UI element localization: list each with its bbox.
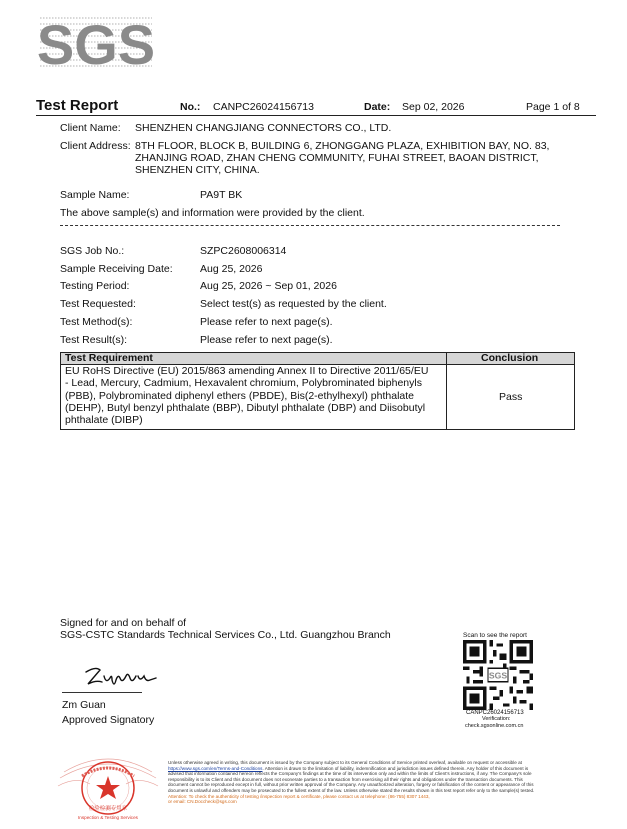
- signed-line-1: Signed for and on behalf of: [60, 617, 187, 629]
- seal-text-en: Inspection & Testing Services: [78, 815, 138, 820]
- receiving-date-label: Sample Receiving Date:: [60, 263, 173, 275]
- requirement-line: - Lead, Mercury, Cadmium, Hexavalent chromium, Polybrominated biphenyls: [65, 377, 422, 390]
- seal-text-cn: 检验检测专用章: [88, 806, 128, 812]
- test-method-label: Test Method(s):: [60, 316, 133, 328]
- attention-line-2: or email: CN.Doccheck@sgs.com: [168, 799, 237, 805]
- terms-fine-print: [168, 760, 538, 805]
- client-address-line-1: 8TH FLOOR, BLOCK B, BUILDING 6, ZHONGGANG PLAZA, EXHIBITION BAY, NO. 83,: [135, 140, 550, 152]
- test-result-value: Please refer to next page(s).: [200, 334, 333, 346]
- requirement-cell: [65, 365, 443, 426]
- section-divider: [60, 225, 560, 226]
- test-result-label: Test Result(s):: [60, 334, 128, 346]
- sample-name-value: PA9T BK: [200, 189, 243, 201]
- client-name-value: SHENZHEN CHANGJIANG CONNECTORS CO., LTD.: [135, 122, 392, 134]
- header-conclusion: Conclusion: [481, 352, 539, 364]
- test-method-value: Please refer to next page(s).: [200, 316, 333, 328]
- handwritten-signature: [82, 662, 162, 692]
- page-number: Page 1 of 8: [526, 101, 580, 113]
- requirement-line: (DEHP), Butyl benzyl phthalate (BBP), Dibutyl phthalate (DBP) and Diisobutyl: [65, 401, 426, 414]
- requirement-line: phthalate (DIBP): [65, 414, 143, 427]
- verify-report-no: CANPC26024156713: [466, 710, 524, 716]
- verify-site[interactable]: check.sgsonline.com.cn: [465, 723, 524, 729]
- sample-name-label: Sample Name:: [60, 189, 130, 201]
- header-divider: [36, 115, 596, 116]
- fine-print-part-1: Unless otherwise agreed in writing, this document is issued by the Company subject to its General Conditions of Service printed overleaf, available on request or accessible at: [168, 760, 522, 765]
- scan-text: Scan to see the report: [463, 632, 527, 639]
- signature-line: [62, 692, 142, 693]
- testing-period-label: Testing Period:: [60, 280, 130, 292]
- table-column-divider: [446, 353, 447, 429]
- inspection-seal-stamp: [56, 758, 160, 824]
- client-address-line-2: ZHANJING ROAD, ZHAN CHENG COMMUNITY, FUHAI STREET, BAOAN DISTRICT,: [135, 152, 539, 164]
- svg-text:SGS: SGS: [488, 670, 508, 681]
- page-title: Test Report: [36, 97, 119, 114]
- requirement-line: (PBB), Polybrominated diphenyl ethers (PBDE), Bis(2-ethylhexyl) phthalate: [65, 389, 414, 402]
- attention-line-1: Attention: To check the authenticity of testing /inspection report & certificate, please contact us at telephone: (86-755) 8307 1443,: [168, 793, 430, 799]
- header-test-requirement: Test Requirement: [65, 352, 153, 364]
- date-label: Date:: [364, 101, 391, 113]
- terms-link[interactable]: https://www.sgs.com/en/Terms-and-Conditions: [168, 765, 263, 771]
- requirement-line: EU RoHS Directive (EU) 2015/863 amending Annex II to Directive 2011/65/EU: [65, 365, 429, 377]
- signatory-title: Approved Signatory: [62, 714, 155, 726]
- sgs-logo: [36, 10, 156, 72]
- qr-code-icon[interactable]: [463, 640, 533, 710]
- report-no-value: CANPC26024156713: [213, 101, 314, 113]
- conclusion-cell: Pass: [499, 391, 523, 403]
- client-name-label: Client Name:: [60, 122, 121, 134]
- logo-text: SGS: [36, 13, 156, 72]
- client-address-line-3: SHENZHEN CITY, CHINA.: [135, 164, 260, 176]
- signatory-name: Zm Guan: [62, 699, 106, 711]
- testing-period-value: Aug 25, 2026 ~ Sep 01, 2026: [200, 280, 337, 292]
- test-requested-label: Test Requested:: [60, 298, 136, 310]
- verify-label: Verification:: [482, 716, 511, 722]
- report-no-label: No.:: [180, 101, 201, 113]
- results-table: [60, 352, 575, 430]
- receiving-date-value: Aug 25, 2026: [200, 263, 263, 275]
- signed-line-2: SGS-CSTC Standards Technical Services Co., Ltd. Guangzhou Branch: [60, 629, 391, 641]
- job-no-label: SGS Job No.:: [60, 245, 125, 257]
- sample-note: The above sample(s) and information were provided by the client.: [60, 207, 365, 219]
- fine-print-part-2: . Attention is drawn to the limitation of liability, indemnification and jurisdiction issues defined therein. Any holder of this document is advised that information contained hereon reflects the Company's findings at the time of its intervention only and within the limits of Client's instructions, if any. The Company's sole responsibility is to its Client and this document does not exonerate parties to a transaction from exercising all their rights and obligations under the transaction documents. This document cannot be reproduced except in full, without prior written approval of the Company. Any unauthorized alteration, forgery or falsification of the content or appearance of this document is unlawful and offenders may be prosecuted to the fullest extent of the law. Unless otherwise stated the results shown in this test report refer only to the sample(s) tested.: [168, 765, 535, 793]
- job-no-value: SZPC2608006314: [200, 245, 287, 257]
- test-requested-value: Select test(s) as requested by the client.: [200, 298, 387, 310]
- date-value: Sep 02, 2026: [402, 101, 465, 113]
- client-address-label: Client Address:: [60, 140, 131, 152]
